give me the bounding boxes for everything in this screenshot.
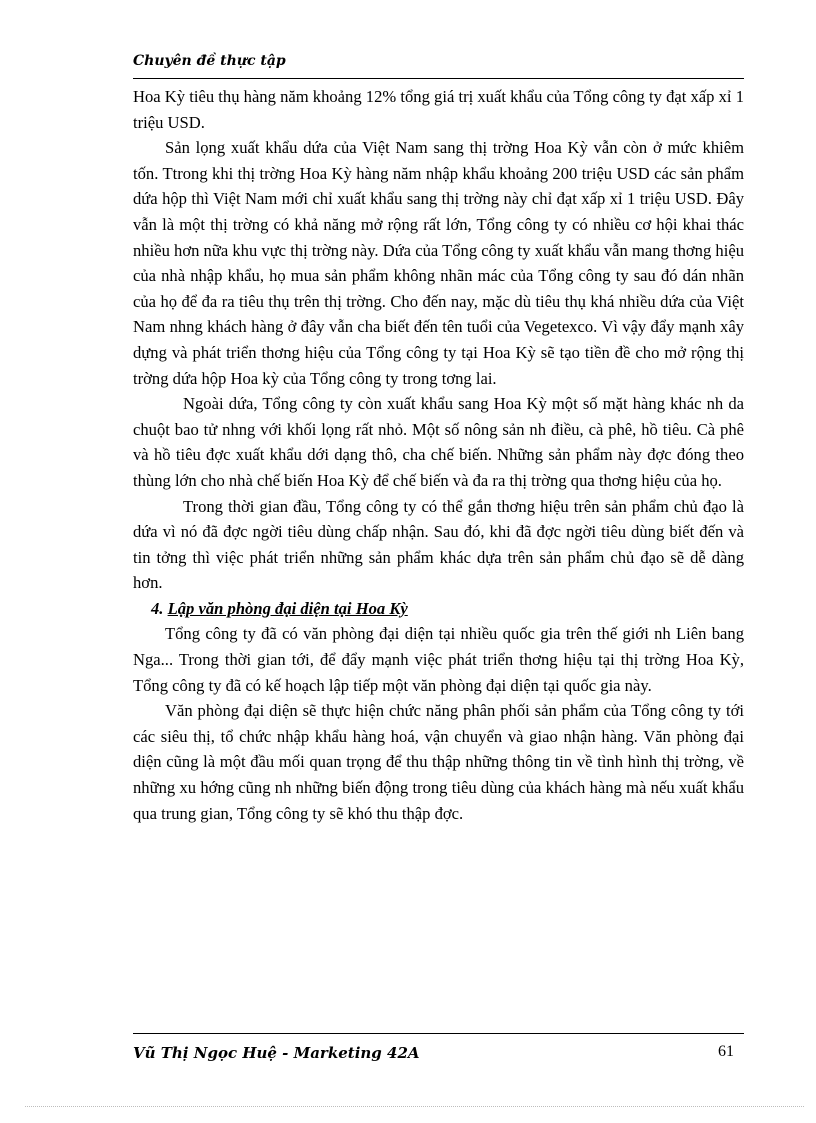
body-paragraph: Hoa Kỳ tiêu thụ hàng năm khoảng 12% tổng giá trị xuất khẩu của Tổng công ty đạt xấp xỉ 1 triệu USD. bbox=[133, 87, 744, 132]
page-bottom-dotted-line bbox=[25, 1106, 804, 1107]
body-paragraph: Văn phòng đại diện sẽ thực hiện chức năng phân phối sản phẩm của Tổng công ty tới các siêu thị, tổ chức nhập khẩu hàng hoá, vận chuyển và giao nhận hàng. Văn phòng đại diện cũng là một đầu mối quan trọng để thu thập những thông tin về tình hình thị trờng, về những xu hớng cũng nh những biến động trong tiêu dùng của khách hàng mà nếu xuất khẩu qua trung gian, Tổng công ty sẽ khó thu thập đợc. bbox=[133, 701, 744, 823]
body-paragraph: Trong thời gian đầu, Tổng công ty có thể gắn thơng hiệu trên sản phẩm chủ đạo là dứa vì nó đã đợc ngời tiêu dùng chấp nhận. Sau đó, khi đã đợc ngời tiêu dùng biết đến và tin tởng thì việc phát triển những sản phẩm khác dựa trên sản phẩm chủ đạo sẽ dễ dàng hơn. bbox=[133, 496, 744, 593]
footer-divider bbox=[133, 1033, 744, 1034]
page-header-title: Chuyên đề thực tập bbox=[133, 53, 286, 69]
body-paragraph: Sản lọng xuất khẩu dứa của Việt Nam sang thị trờng Hoa Kỳ vẫn còn ở mức khiêm tốn. Ttrong khi thị trờng Hoa Kỳ hàng năm nhập khẩu khoảng 200 triệu USD các sản phẩm dứa hộp thì Việt Nam mới chỉ xuất khẩu sang thị trờng này chỉ đạt xấp xỉ 1 triệu USD. Đây vẫn là một thị trờng có khả năng mở rộng rất lớn, Tổng công ty có nhiều cơ hội khai thác nhiều hơn nữa khu vực thị trờng này. Dứa của Tổng công ty xuất khẩu vẫn mang thơng hiệu của nhà nhập khẩu, họ mua sản phẩm không nhãn mác của Tổng công ty sau đó dán nhãn của họ để đa ra tiêu thụ trên thị trờng. Cho đến nay, mặc dù tiêu thụ khá nhiều dứa của Việt Nam nhng khách hàng ở đây vẫn cha biết đến tên tuổi của Vegetexco. Vì vậy đẩy mạnh xây dựng và phát triển thơng hiệu của Tổng công ty tại Hoa Kỳ sẽ tạo tiền đề cho mở rộng thị trờng dứa hộp Hoa kỳ của Tổng công ty trong tơng lai. bbox=[133, 138, 744, 388]
section-title: Lập văn phòng đại diện tại Hoa Kỳ bbox=[167, 598, 408, 618]
body-paragraph: Ngoài dứa, Tổng công ty còn xuất khẩu sang Hoa Kỳ một số mặt hàng khác nh da chuột bao tử nhng với khối lọng rất nhỏ. Một số nông sản nh điều, cà phê, hồ tiêu. Cà phê và hồ tiêu đợc xuất khẩu dới dạng thô, cha chế biến. Những sản phẩm này đợc đóng theo thùng lớn cho nhà chế biến Hoa Kỳ để chế biến và đa ra thị trờng qua thơng hiệu của họ. bbox=[133, 394, 744, 490]
section-number: 4. bbox=[151, 598, 164, 618]
page-body bbox=[133, 84, 744, 826]
page-number: 61 bbox=[718, 1043, 734, 1060]
body-paragraph: Tổng công ty đã có văn phòng đại diện tại nhiều quốc gia trên thế giới nh Liên bang Nga... Trong thời gian tới, để đẩy mạnh việc phát triển thơng hiệu tại thị trờng Hoa Kỳ, Tổng công ty đã có kế hoạch lập tiếp một văn phòng đại diện tại quốc gia này. bbox=[133, 624, 744, 695]
footer-author: Vũ Thị Ngọc Huệ - Marketing 42A bbox=[133, 1044, 420, 1062]
section-heading bbox=[133, 596, 744, 622]
header-divider bbox=[133, 78, 744, 79]
